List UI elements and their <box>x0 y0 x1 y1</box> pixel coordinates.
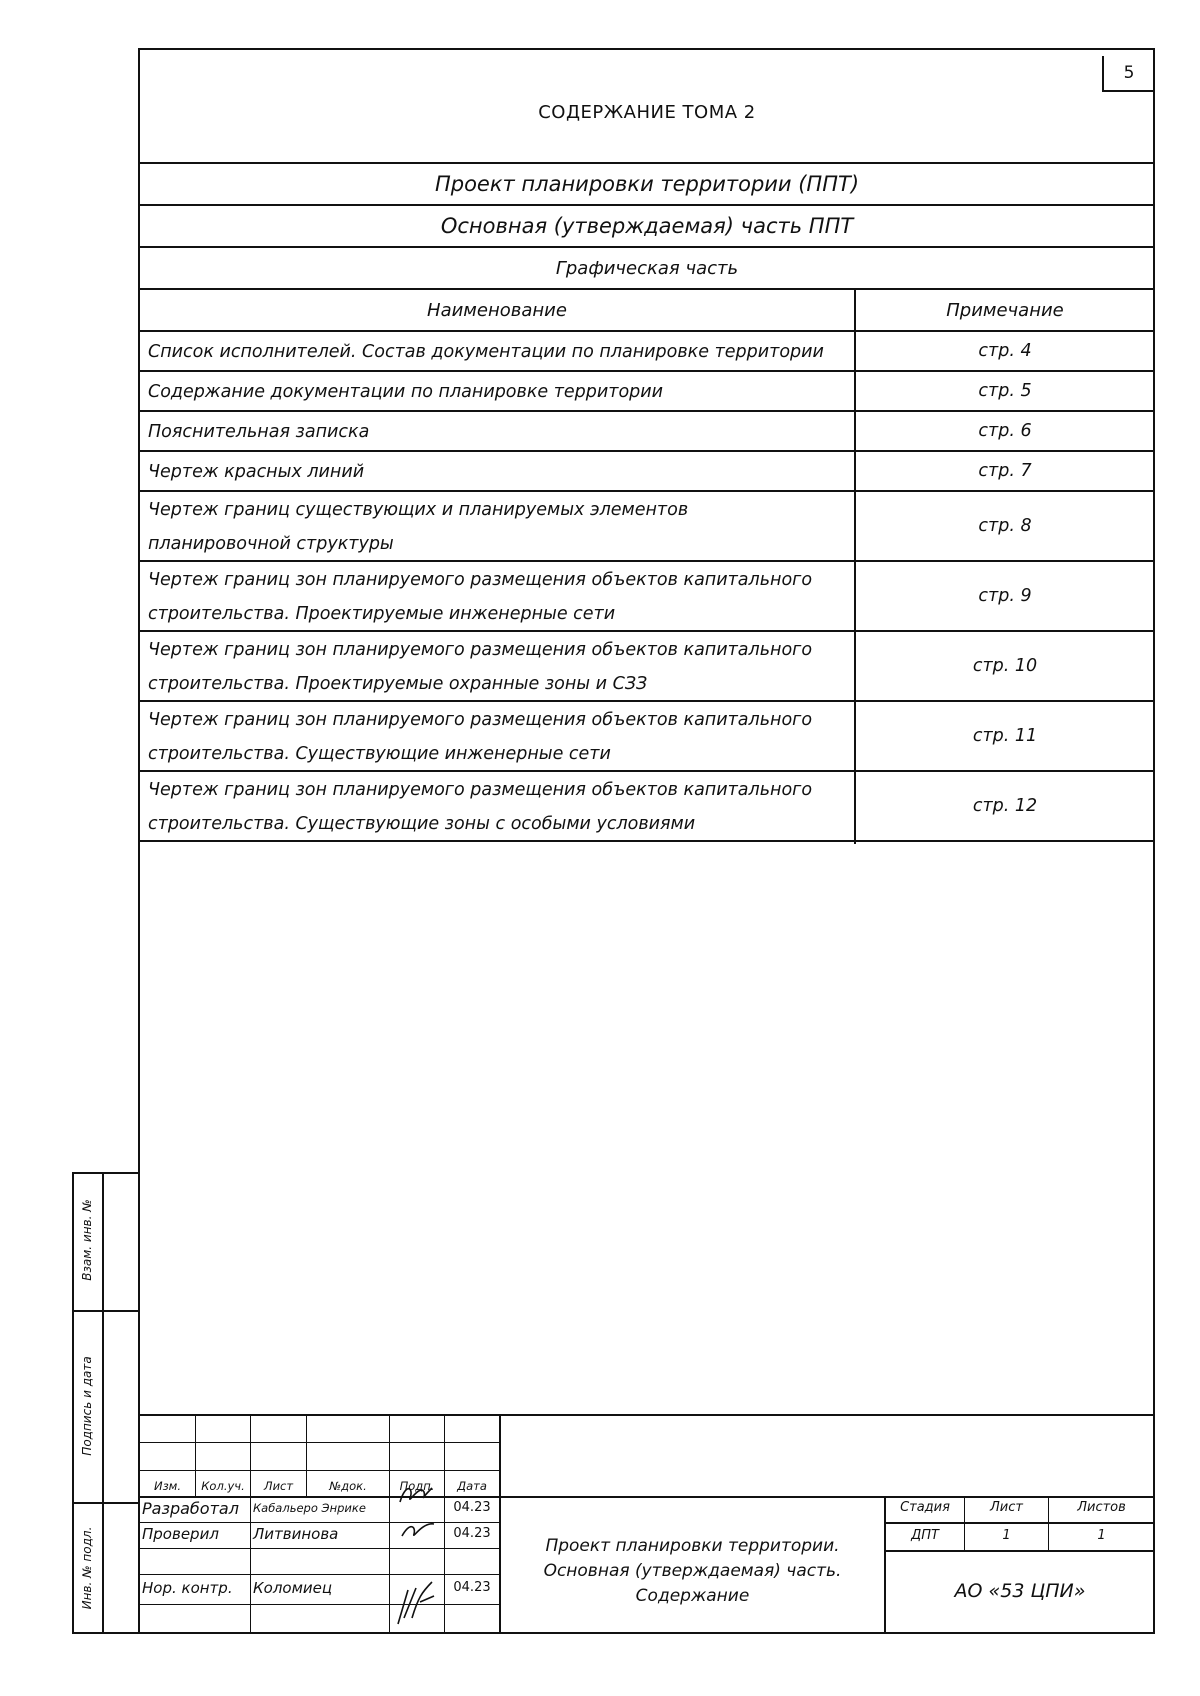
stamp-right-line-2 <box>884 1550 1154 1552</box>
signature-1 <box>400 1488 432 1502</box>
table-row-note: стр. 9 <box>978 586 1032 606</box>
table-row-name-line: планировочной структуры <box>148 534 394 554</box>
table-row-note: стр. 4 <box>978 341 1032 361</box>
stamp-doc-title-line-1: Проект планировки территории. <box>545 1536 840 1556</box>
part-heading: Основная (утверждаемая) часть ППТ <box>140 204 1154 246</box>
stamp-role: Разработал <box>142 1499 239 1518</box>
stamp-date: 04.23 <box>453 1580 491 1595</box>
stamp-person-name: Литвинова <box>253 1525 339 1543</box>
table-row-name-line: строительства. Проектируемые охранные зоны и СЗЗ <box>148 674 648 694</box>
table-row-note: стр. 5 <box>978 381 1032 401</box>
table-row-name <box>148 703 812 771</box>
stamp-line-7 <box>140 1604 500 1605</box>
stamp-line-2 <box>140 1470 500 1471</box>
stamp-person-name: Коломиец <box>253 1579 333 1597</box>
table-row-note: стр. 6 <box>978 421 1032 441</box>
table-row-name-line: Содержание документации по планировке территории <box>148 382 664 402</box>
signatures <box>392 1478 442 1634</box>
table-row-note: стр. 11 <box>972 726 1038 746</box>
table-row-name-line: Список исполнителей. Состав документации по планировке территории <box>148 342 824 362</box>
stamp-role: Нор. контр. <box>142 1579 233 1597</box>
side-strip-top <box>72 1172 140 1174</box>
column-header-note: Примечание <box>946 299 1064 321</box>
table-row-name-line: Чертеж границ зон планируемого размещения объектов капитального <box>148 570 813 590</box>
table-row-name <box>148 415 369 449</box>
table-row-name-line: строительства. Существующие инженерные сети <box>148 744 611 764</box>
table-row-name <box>148 335 824 369</box>
side-strip-left <box>72 1172 74 1634</box>
table-row-note: стр. 7 <box>978 461 1032 481</box>
table-row-name <box>148 375 663 409</box>
table-row-note: стр. 10 <box>972 656 1038 676</box>
stamp-date: 04.23 <box>453 1526 491 1541</box>
table-row-name-line: Пояснительная записка <box>148 422 370 442</box>
table-row-name-line: Чертеж границ зон планируемого размещения объектов капитального <box>148 640 813 660</box>
side-strip-divider <box>102 1172 104 1634</box>
page-title: СОДЕРЖАНИЕ ТОМА 2 <box>538 102 756 123</box>
stamp-header-cell: №док. <box>329 1479 367 1493</box>
table-row-name <box>148 493 688 561</box>
table-row-name-line: Чертеж красных линий <box>148 462 365 482</box>
stamp-person-name: Кабальеро Энрике <box>253 1501 366 1515</box>
stamp-line-5 <box>140 1548 500 1549</box>
table-row-name <box>148 563 812 631</box>
stamp-doc-title-line-3: Содержание <box>635 1586 750 1606</box>
table-row-name <box>148 455 364 489</box>
organization: АО «53 ЦПИ» <box>954 1580 1086 1602</box>
stamp-vline-4 <box>389 1414 390 1634</box>
table-row-name-line: Чертеж границ зон планируемого размещения объектов капитального <box>148 780 813 800</box>
sheet-label: Лист <box>990 1500 1023 1515</box>
table-row-name-line: Чертеж границ существующих и планируемых элементов <box>148 500 689 520</box>
sheets-label: Листов <box>1077 1500 1126 1515</box>
table-row-name-line: строительства. Существующие зоны с особыми условиями <box>148 814 696 834</box>
column-header-name: Наименование <box>427 299 567 321</box>
side-strip-bottom <box>72 1632 140 1634</box>
section-heading: Графическая часть <box>140 246 1154 288</box>
signature-2 <box>402 1524 434 1536</box>
stage-label: Стадия <box>900 1500 950 1515</box>
stamp-line-1 <box>140 1442 500 1443</box>
sheets-value: 1 <box>1097 1528 1106 1543</box>
table-row-name-line: строительства. Проектируемые инженерные сети <box>148 604 616 624</box>
side-strip-sep-2 <box>72 1502 140 1504</box>
table-row-note: стр. 8 <box>978 516 1032 536</box>
side-strip-sep-1 <box>72 1310 140 1312</box>
table-row-name-line: Чертеж границ зон планируемого размещения объектов капитального <box>148 710 813 730</box>
stamp-header-cell: Лист <box>263 1479 294 1493</box>
stamp-header-cell: Подп. <box>399 1479 435 1493</box>
side-label-inv: Инв. № подл. <box>80 1526 94 1610</box>
table-bottom-line <box>140 840 1154 842</box>
stamp-line-6 <box>140 1574 500 1575</box>
side-label-podpis: Подпись и дата <box>80 1356 94 1456</box>
stamp-role: Проверил <box>142 1525 219 1543</box>
stamp-date: 04.23 <box>453 1500 491 1515</box>
signature-3 <box>398 1582 434 1624</box>
stage-value: ДПТ <box>911 1528 939 1543</box>
table-row-name <box>148 773 812 841</box>
stamp-header-cell: Дата <box>457 1479 487 1493</box>
table-row-name <box>148 633 812 701</box>
stamp-doc-title-line-2: Основная (утверждаемая) часть. <box>543 1561 842 1581</box>
project-heading: Проект планировки территории (ППТ) <box>140 162 1154 204</box>
stamp-vline-2b <box>250 1496 251 1634</box>
stamp-right-line-1 <box>884 1522 1154 1524</box>
stamp-line-4 <box>140 1522 500 1523</box>
stamp-header-cell: Изм. <box>153 1479 182 1493</box>
stamp-doc-title <box>501 1534 884 1609</box>
stamp-top-line <box>140 1414 1154 1416</box>
stamp-vline-7 <box>884 1496 886 1634</box>
table-row-note: стр. 12 <box>972 796 1038 816</box>
sheet-number: 5 <box>1102 56 1154 92</box>
stamp-vline-5 <box>444 1414 445 1634</box>
sheet-value: 1 <box>1002 1528 1011 1543</box>
stamp-line-3 <box>140 1496 1154 1498</box>
side-label-vzam: Взам. инв. № <box>80 1199 94 1281</box>
stamp-header-cell: Кол.уч. <box>201 1479 245 1493</box>
